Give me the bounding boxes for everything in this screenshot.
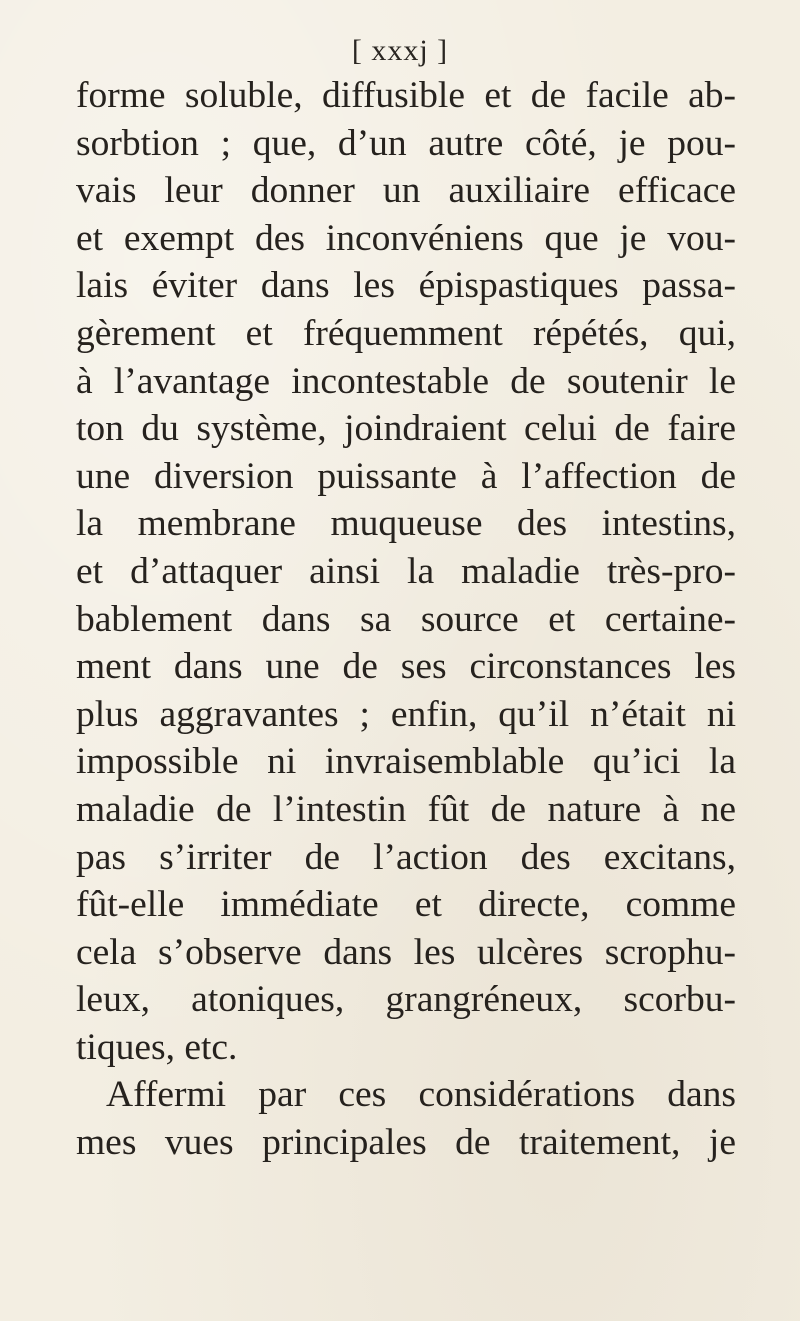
text-line: pas s’irriter de l’action des excitans, xyxy=(76,836,736,878)
text-line: lais éviter dans les épispastiques passa- xyxy=(76,265,736,307)
text-line: ment dans une de ses circonstances les xyxy=(76,646,736,688)
text-line: leux, atoniques, grangréneux, scorbu- xyxy=(76,979,736,1021)
text-line: la membrane muqueuse des intestins, xyxy=(76,503,736,545)
text-line: forme soluble, diffusible et de facile ab- xyxy=(76,75,736,116)
page-number: [ xxxj ] xyxy=(351,34,449,67)
text-line: bablement dans sa source et certaine- xyxy=(76,598,736,640)
paragraph-first-line: Affermi par ces considérations dans xyxy=(106,1074,736,1116)
text-line: plus aggravantes ; enfin, qu’il n’était ni xyxy=(76,693,736,735)
text-line: et exempt des inconvéniens que je vou- xyxy=(76,217,736,259)
text-line: et d’attaquer ainsi la maladie très-pro- xyxy=(76,550,736,592)
text-line: gèrement et fréquemment répétés, qui, xyxy=(76,312,736,354)
text-line: maladie de l’intestin fût de nature à ne xyxy=(76,788,736,830)
text-line: tiques, etc. xyxy=(76,1026,238,1068)
text-line: fût-elle immédiate et directe, comme xyxy=(76,884,736,926)
text-line: impossible ni invraisemblable qu’ici la xyxy=(76,741,736,783)
text-line: sorbtion ; que, d’un autre côté, je pou- xyxy=(76,122,736,164)
text-line: ton du système, joindraient celui de faire xyxy=(76,408,736,450)
text-line: une diversion puissante à l’affection de xyxy=(76,455,736,497)
text-line: cela s’observe dans les ulcères scrophu- xyxy=(76,931,736,973)
text-line: à l’avantage incontestable de soutenir le xyxy=(76,360,736,402)
text-line: vais leur donner un auxiliaire efficace xyxy=(76,170,736,212)
body-text xyxy=(76,72,736,1167)
text-line: mes vues principales de traitement, je xyxy=(76,1122,736,1164)
